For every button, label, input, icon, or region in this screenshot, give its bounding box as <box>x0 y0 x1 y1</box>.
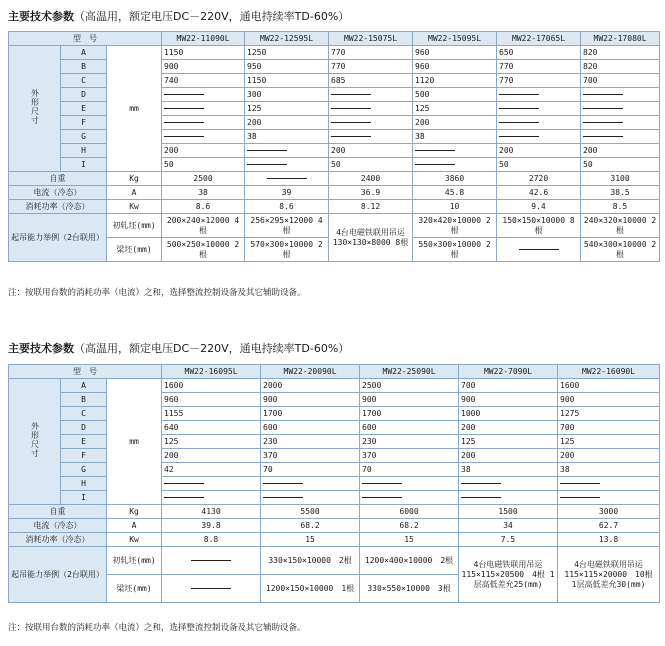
dimension-value: 900 <box>558 393 660 407</box>
weight-value: 3100 <box>581 172 660 186</box>
dimension-key: I <box>61 491 107 505</box>
dimension-value <box>329 116 413 130</box>
dimension-value: 300 <box>245 88 329 102</box>
dimension-value <box>162 477 261 491</box>
weight-value: 2500 <box>162 172 245 186</box>
section1-note: 注：按联用台数的消耗功率（电流）之和，选择整流控制设备及其它辅助设备。 <box>8 288 306 298</box>
dimension-value: 820 <box>581 60 660 74</box>
dash-mark <box>247 150 287 151</box>
dimension-value: 700 <box>459 379 558 393</box>
dimension-value: 900 <box>459 393 558 407</box>
lifting-value: 4台电磁铁联用吊运 115×115×20000 10根 1层高低差允30(mm) <box>558 547 660 603</box>
dimension-value: 230 <box>261 435 360 449</box>
dash-mark <box>415 164 455 165</box>
power-value: 15 <box>360 533 459 547</box>
current-value: 42.6 <box>497 186 581 200</box>
dash-mark <box>499 136 539 137</box>
dimension-value <box>162 102 245 116</box>
dimension-value: 770 <box>497 60 581 74</box>
dimension-value: 125 <box>245 102 329 116</box>
model-name: MW22-16095L <box>162 365 261 379</box>
model-name: MW22-25090L <box>360 365 459 379</box>
current-value: 38.5 <box>581 186 660 200</box>
dimension-value: 38 <box>413 130 497 144</box>
lifting-value <box>162 575 261 603</box>
dimension-value <box>261 491 360 505</box>
lifting-value: 256×295×12000 4根 <box>245 214 329 238</box>
lifting-type-label: 初轧坯(mm) <box>107 547 162 575</box>
dimension-value: 770 <box>329 46 413 60</box>
current-row <box>9 519 660 533</box>
dimension-value <box>497 88 581 102</box>
dimension-value: 500 <box>413 88 497 102</box>
dimension-value <box>413 144 497 158</box>
dimension-value: 650 <box>497 46 581 60</box>
dimension-key: D <box>61 421 107 435</box>
header-row <box>9 365 660 379</box>
dimension-row <box>9 421 660 435</box>
lifting-value: 330×150×10000 2根 <box>261 547 360 575</box>
dimension-value: 820 <box>581 46 660 60</box>
power-row <box>9 533 660 547</box>
lifting-value: 4台电磁铁联用吊运 130×130×8000 8根 <box>329 214 413 262</box>
dash-mark <box>191 560 231 561</box>
model-name: MW22-11090L <box>162 32 245 46</box>
dimension-value: 1250 <box>245 46 329 60</box>
dimension-value: 70 <box>261 463 360 477</box>
dimension-key: B <box>61 393 107 407</box>
lifting-value <box>162 547 261 575</box>
dimension-value: 685 <box>329 74 413 88</box>
dimension-value <box>162 130 245 144</box>
lifting-value: 1200×150×10000 1根 <box>261 575 360 603</box>
weight-label: 自重 <box>9 172 107 186</box>
dash-mark <box>331 136 371 137</box>
dimension-value: 960 <box>162 393 261 407</box>
dimension-value: 900 <box>261 393 360 407</box>
dash-mark <box>583 122 623 123</box>
dash-mark <box>560 497 600 498</box>
dimension-unit: mm <box>107 379 162 505</box>
weight-label: 自重 <box>9 505 107 519</box>
model-name: MW22-20090L <box>261 365 360 379</box>
dimension-value <box>360 491 459 505</box>
current-value: 68.2 <box>261 519 360 533</box>
dimension-unit: mm <box>107 46 162 172</box>
dimension-value: 230 <box>360 435 459 449</box>
dimension-value: 200 <box>329 144 413 158</box>
dimension-row <box>9 393 660 407</box>
lifting-value: 4台电磁铁联用吊运 115×115×20500 4根 1层高低差允25(mm) <box>459 547 558 603</box>
current-unit: A <box>107 519 162 533</box>
dash-mark <box>519 249 559 250</box>
dimension-row <box>9 46 660 60</box>
dimension-value <box>261 477 360 491</box>
dimension-value: 1155 <box>162 407 261 421</box>
dimension-row <box>9 74 660 88</box>
weight-row <box>9 505 660 519</box>
dimension-row <box>9 379 660 393</box>
dimension-row <box>9 130 660 144</box>
weight-value: 1500 <box>459 505 558 519</box>
lifting-value: 330×550×10000 3根 <box>360 575 459 603</box>
dimension-value: 1700 <box>261 407 360 421</box>
lifting-type-label: 初轧坯(mm) <box>107 214 162 238</box>
dimension-group-text: 外形尺寸 <box>30 422 40 458</box>
current-value: 45.8 <box>413 186 497 200</box>
dimension-key: E <box>61 102 107 116</box>
dash-mark <box>164 94 204 95</box>
dimension-row <box>9 435 660 449</box>
dimension-value: 50 <box>329 158 413 172</box>
dimension-value: 200 <box>413 116 497 130</box>
dimension-value: 1150 <box>245 74 329 88</box>
dimension-key: H <box>61 477 107 491</box>
dash-mark <box>263 497 303 498</box>
dimension-value <box>459 491 558 505</box>
dash-mark <box>164 122 204 123</box>
dimension-value <box>413 158 497 172</box>
dimension-value: 125 <box>413 102 497 116</box>
dimension-value: 1600 <box>162 379 261 393</box>
dimension-value <box>245 158 329 172</box>
dash-mark <box>164 136 204 137</box>
dimension-value: 200 <box>162 144 245 158</box>
dimension-row <box>9 491 660 505</box>
model-name: MW22-7090L <box>459 365 558 379</box>
current-label: 电流（冷态） <box>9 186 107 200</box>
weight-unit: Kg <box>107 505 162 519</box>
model-name: MW22-17080L <box>581 32 660 46</box>
weight-value: 5500 <box>261 505 360 519</box>
weight-value: 2400 <box>329 172 413 186</box>
dash-mark <box>267 178 307 179</box>
dash-mark <box>583 136 623 137</box>
dimension-value: 38 <box>558 463 660 477</box>
dash-mark <box>164 497 204 498</box>
dimension-value: 370 <box>360 449 459 463</box>
dimension-row <box>9 144 660 158</box>
dimension-group-text: 外形尺寸 <box>30 89 40 125</box>
header-type-label: 型 号 <box>9 32 162 46</box>
dash-mark <box>583 108 623 109</box>
dash-mark <box>164 108 204 109</box>
current-value: 62.7 <box>558 519 660 533</box>
dimension-value: 38 <box>245 130 329 144</box>
dimension-value: 200 <box>245 116 329 130</box>
dimension-key: C <box>61 74 107 88</box>
dimension-key: C <box>61 407 107 421</box>
spec-table-2 <box>8 364 660 603</box>
current-value: 34 <box>459 519 558 533</box>
dimension-value: 960 <box>413 60 497 74</box>
dimension-value: 950 <box>245 60 329 74</box>
current-value: 36.9 <box>329 186 413 200</box>
lifting-type-label: 梁坯(mm) <box>107 575 162 603</box>
power-label: 消耗功率（冷态） <box>9 533 107 547</box>
power-value: 10 <box>413 200 497 214</box>
dimension-value: 370 <box>261 449 360 463</box>
dimension-key: A <box>61 46 107 60</box>
dimension-value: 1120 <box>413 74 497 88</box>
dimension-value: 900 <box>360 393 459 407</box>
dimension-value: 1275 <box>558 407 660 421</box>
lifting-row <box>9 547 660 575</box>
dimension-value: 1150 <box>162 46 245 60</box>
dimension-value: 200 <box>459 449 558 463</box>
section2-note: 注：按联用台数的消耗功率（电流）之和，选择整流控制设备及其它辅助设备。 <box>8 623 306 633</box>
dimension-value <box>581 130 660 144</box>
current-value: 38 <box>162 186 245 200</box>
dimension-value <box>329 88 413 102</box>
power-value: 13.8 <box>558 533 660 547</box>
dimension-row <box>9 477 660 491</box>
power-value: 8.5 <box>581 200 660 214</box>
lifting-value: 320×420×10000 2根 <box>413 214 497 238</box>
dimension-key: E <box>61 435 107 449</box>
weight-value: 4130 <box>162 505 261 519</box>
dimension-value: 125 <box>558 435 660 449</box>
dimension-value <box>558 477 660 491</box>
dimension-value: 1000 <box>459 407 558 421</box>
lifting-value: 540×300×10000 2根 <box>581 238 660 262</box>
dash-mark <box>331 108 371 109</box>
dimension-value <box>329 130 413 144</box>
weight-value: 3860 <box>413 172 497 186</box>
dimension-group-label <box>9 46 61 172</box>
dimension-value <box>497 116 581 130</box>
dimension-row <box>9 102 660 116</box>
dimension-row <box>9 407 660 421</box>
dimension-row <box>9 60 660 74</box>
lifting-value: 200×240×12000 4根 <box>162 214 245 238</box>
dimension-value: 700 <box>558 421 660 435</box>
current-label: 电流（冷态） <box>9 519 107 533</box>
power-value: 7.5 <box>459 533 558 547</box>
dash-mark <box>560 483 600 484</box>
dimension-key: H <box>61 144 107 158</box>
dimension-value: 50 <box>497 158 581 172</box>
dimension-value: 700 <box>581 74 660 88</box>
dimension-value: 50 <box>581 158 660 172</box>
power-unit: Kw <box>107 533 162 547</box>
dimension-key: B <box>61 60 107 74</box>
dimension-group-label <box>9 379 61 505</box>
dash-mark <box>331 94 371 95</box>
lifting-value: 1200×400×10000 2根 <box>360 547 459 575</box>
section1-title: 主要技术参数（高温用，额定电压DC－220V，通电持续率TD-60%） <box>8 10 350 23</box>
lifting-row <box>9 214 660 238</box>
dimension-value: 770 <box>497 74 581 88</box>
dimension-row <box>9 88 660 102</box>
dimension-value: 125 <box>162 435 261 449</box>
dimension-value: 200 <box>497 144 581 158</box>
dimension-key: A <box>61 379 107 393</box>
weight-value <box>245 172 329 186</box>
dimension-value: 600 <box>261 421 360 435</box>
dimension-value: 900 <box>162 60 245 74</box>
dimension-value: 200 <box>581 144 660 158</box>
weight-value: 2720 <box>497 172 581 186</box>
dash-mark <box>461 497 501 498</box>
dimension-value: 960 <box>413 46 497 60</box>
weight-unit: Kg <box>107 172 162 186</box>
dimension-value: 50 <box>162 158 245 172</box>
lifting-capacity-label: 起吊能力举例（2台联用） <box>9 214 107 262</box>
dimension-row <box>9 158 660 172</box>
dimension-value: 200 <box>459 421 558 435</box>
dimension-value <box>360 477 459 491</box>
dimension-row <box>9 449 660 463</box>
dash-mark <box>415 150 455 151</box>
power-unit: Kw <box>107 200 162 214</box>
dimension-value <box>497 102 581 116</box>
dash-mark <box>164 483 204 484</box>
power-value: 8.8 <box>162 533 261 547</box>
dimension-value <box>581 102 660 116</box>
power-value: 8.6 <box>245 200 329 214</box>
weight-value: 6000 <box>360 505 459 519</box>
model-name: MW22-16090L <box>558 365 660 379</box>
header-type-label: 型 号 <box>9 365 162 379</box>
model-name: MW22-17065L <box>497 32 581 46</box>
dimension-value: 200 <box>558 449 660 463</box>
spec-table-1 <box>8 31 660 262</box>
lifting-value <box>497 238 581 262</box>
dimension-value: 125 <box>459 435 558 449</box>
dimension-row <box>9 463 660 477</box>
weight-value: 3000 <box>558 505 660 519</box>
dash-mark <box>362 483 402 484</box>
dimension-value: 200 <box>162 449 261 463</box>
lifting-value: 150×150×10000 8根 <box>497 214 581 238</box>
dash-mark <box>499 94 539 95</box>
power-value: 8.6 <box>162 200 245 214</box>
dimension-value <box>459 477 558 491</box>
lifting-value: 240×320×10000 2根 <box>581 214 660 238</box>
dimension-value: 2500 <box>360 379 459 393</box>
model-name: MW22-15095L <box>413 32 497 46</box>
dimension-value: 70 <box>360 463 459 477</box>
dimension-value <box>581 116 660 130</box>
dimension-key: D <box>61 88 107 102</box>
dimension-value: 600 <box>360 421 459 435</box>
dash-mark <box>461 483 501 484</box>
dimension-value: 740 <box>162 74 245 88</box>
dimension-value <box>162 88 245 102</box>
lifting-value: 500×250×10000 2根 <box>162 238 245 262</box>
dimension-value <box>162 116 245 130</box>
model-name: MW22-15075L <box>329 32 413 46</box>
dimension-value <box>329 102 413 116</box>
dimension-value: 1700 <box>360 407 459 421</box>
dimension-key: F <box>61 449 107 463</box>
dimension-value: 770 <box>329 60 413 74</box>
dimension-key: I <box>61 158 107 172</box>
dimension-value <box>497 130 581 144</box>
dimension-value <box>558 491 660 505</box>
dimension-value <box>581 88 660 102</box>
current-value: 39 <box>245 186 329 200</box>
power-value: 9.4 <box>497 200 581 214</box>
dimension-key: F <box>61 116 107 130</box>
weight-row <box>9 172 660 186</box>
dimension-row <box>9 116 660 130</box>
dash-mark <box>263 483 303 484</box>
model-name: MW22-12595L <box>245 32 329 46</box>
power-row <box>9 200 660 214</box>
dash-mark <box>583 94 623 95</box>
dimension-key: G <box>61 130 107 144</box>
dash-mark <box>499 122 539 123</box>
dash-mark <box>499 108 539 109</box>
dimension-value: 640 <box>162 421 261 435</box>
dash-mark <box>331 122 371 123</box>
lifting-value: 550×300×10000 2根 <box>413 238 497 262</box>
lifting-value: 570×300×10000 2根 <box>245 238 329 262</box>
header-row <box>9 32 660 46</box>
power-value: 8.12 <box>329 200 413 214</box>
dimension-key: G <box>61 463 107 477</box>
dimension-value <box>162 491 261 505</box>
current-value: 39.8 <box>162 519 261 533</box>
power-label: 消耗功率（冷态） <box>9 200 107 214</box>
dimension-value: 1600 <box>558 379 660 393</box>
current-value: 68.2 <box>360 519 459 533</box>
dash-mark <box>191 588 231 589</box>
power-value: 15 <box>261 533 360 547</box>
lifting-type-label: 梁坯(mm) <box>107 238 162 262</box>
current-row <box>9 186 660 200</box>
dash-mark <box>362 497 402 498</box>
dimension-value: 42 <box>162 463 261 477</box>
dash-mark <box>247 164 287 165</box>
current-unit: A <box>107 186 162 200</box>
dimension-value <box>245 144 329 158</box>
section2-title: 主要技术参数（高温用，额定电压DC－220V，通电持续率TD-60%） <box>8 342 350 355</box>
dimension-value: 2000 <box>261 379 360 393</box>
lifting-capacity-label: 起吊能力举例（2台联用） <box>9 547 107 603</box>
dimension-value: 38 <box>459 463 558 477</box>
